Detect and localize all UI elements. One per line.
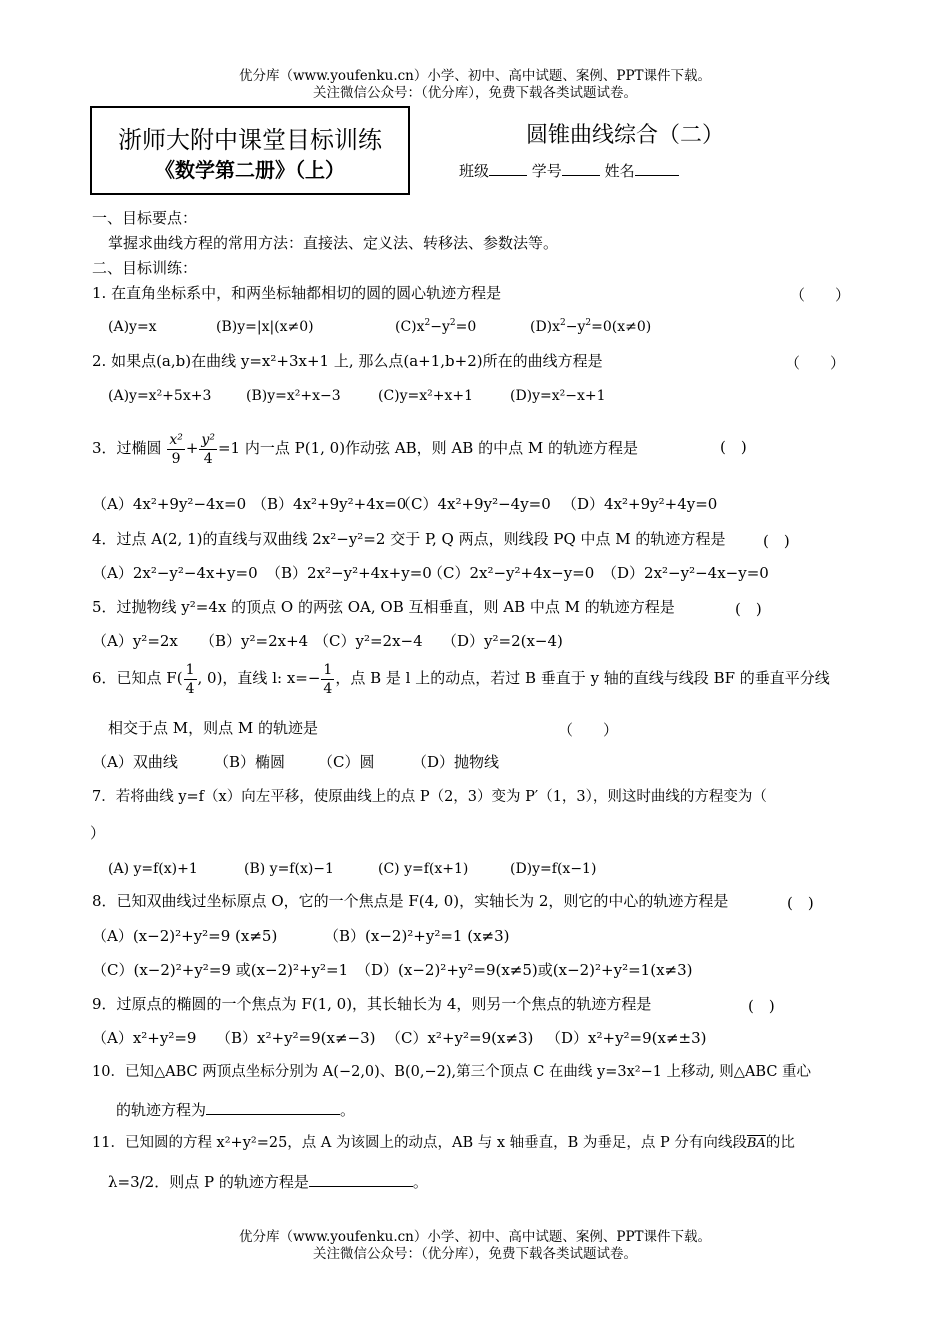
q8-option-c: （C）(x−2)²+y²=9 或(x−2)²+y²=1 <box>92 961 349 979</box>
q9-stem: 9．过原点的椭圆的一个焦点为 F(1, 0)，其长轴长为 4，则另一个焦点的轨迹方程是 <box>92 995 652 1013</box>
q8-option-a: （A）(x−2)²+y²=9 (x≠5) <box>92 927 278 945</box>
class-blank[interactable] <box>489 163 527 176</box>
q6-option-d: （D）抛物线 <box>412 753 500 771</box>
q4-option-d: （D）2x²−y²−4x−y=0 <box>602 564 769 582</box>
q6-stem: 6．已知点 F( $\frac{1}{4}$ , 0)，直线 l: x=− $\frac{1}{4}$ ，点 B 是 l 上的动点，若过 B 垂直于 y 轴的直线与线段 BF 的垂直平分线 <box>92 661 830 697</box>
q11-stem: 11．已知圆的方程 x²+y²=25，点 A 为该圆上的动点，AB 与 x 轴垂直，B 为垂足，点 P 分有向线段$\overline{BA}$的比 <box>92 1135 795 1151</box>
book-title: 《数学第二册》（上） <box>155 158 345 182</box>
q5-option-d: （D）y²=2(x−4) <box>442 632 563 650</box>
q6-option-a: （A）双曲线 <box>92 753 178 771</box>
footer-line-1: 优分库（www.youfenku.cn）小学、初中、高中试题、案例、PPT课件下载。 <box>238 1229 712 1245</box>
q3-fraction-y: $\frac{\text{y²}}{4}$ <box>201 431 215 467</box>
q3-option-c: （C）4x²+9y²−4y=0 <box>396 495 551 513</box>
q4-answer-paren[interactable]: ( ) <box>763 532 790 550</box>
q7-option-d: (D)y=f(x−1) <box>510 861 597 877</box>
q11-answer-blank[interactable] <box>309 1172 413 1187</box>
q1-answer-paren[interactable]: （ ） <box>790 286 851 304</box>
q7-option-b: (B) y=f(x)−1 <box>244 861 334 877</box>
q8-answer-paren[interactable]: ( ) <box>787 894 814 912</box>
q7-option-a: (A) y=f(x)+1 <box>108 861 198 877</box>
q10-stem: 10．已知△ABC 两顶点坐标分别为 A(−2,0)、B(0,−2),第三个顶点 C 在曲线 y=3x²−1 上移动, 则△ABC 重心 <box>92 1064 812 1080</box>
number-label: 学号 <box>531 162 562 180</box>
q10-stem-line-2: 的轨迹方程为 。 <box>116 1101 356 1119</box>
q6-answer-paren[interactable]: （ ） <box>558 721 619 739</box>
q9-option-a: （A）x²+y²=9 <box>92 1029 197 1047</box>
q1-option-c: $(C)x^2-y^2=0$ <box>395 318 477 335</box>
q7-stem-line-2: ） <box>90 824 106 842</box>
q8-option-d: （D）(x−2)²+y²=9(x≠5)或(x−2)²+y²=1(x≠3) <box>356 961 693 979</box>
q2-option-b: (B)y=x²+x−3 <box>246 388 341 404</box>
header-line-2: 关注微信公众号：（优分库），免费下载各类试题试卷。 <box>313 85 637 101</box>
page-title: 圆锥曲线综合（二） <box>526 123 725 148</box>
q4-stem: 4．过点 A(2, 1)的直线与双曲线 2x²−y²=2 交于 P, Q 两点，则线段 PQ 中点 M 的轨迹方程是 <box>92 530 726 548</box>
q7-option-c: (C) y=f(x+1) <box>378 861 469 877</box>
section-2-title: 二、目标训练： <box>92 259 198 277</box>
class-label: 班级 <box>459 162 490 180</box>
q9-answer-paren[interactable]: ( ) <box>748 997 775 1015</box>
q4-option-c: （C）2x²−y²+4x−y=0 <box>428 564 595 582</box>
q5-option-b: （B）y²=2x+4 <box>200 632 309 650</box>
vector-ba: $\overline{BA}$ <box>746 1136 766 1151</box>
q6-option-b: （B）椭圆 <box>214 753 286 771</box>
q1-stem: 1. 在直角坐标系中，和两坐标轴都相切的圆的圆心轨迹方程是 <box>92 284 502 302</box>
title-box <box>90 106 410 195</box>
q9-option-d: （D）x²+y²=9(x≠±3) <box>546 1029 707 1047</box>
q9-option-b: （B）x²+y²=9(x≠−3) <box>216 1029 376 1047</box>
name-label: 姓名 <box>604 162 635 180</box>
header-line-1: 优分库（www.youfenku.cn）小学、初中、高中试题、案例、PPT课件下载。 <box>238 68 712 84</box>
q5-answer-paren[interactable]: ( ) <box>735 600 762 618</box>
q2-option-c: (C)y=x²+x+1 <box>378 388 474 404</box>
q3-option-d: （D）4x²+9y²+4y=0 <box>562 495 718 513</box>
student-info <box>459 160 679 181</box>
q4-option-a: （A）2x²−y²−4x+y=0 <box>92 564 258 582</box>
footer-line-2: 关注微信公众号：（优分库），免费下载各类试题试卷。 <box>313 1246 637 1262</box>
number-blank[interactable] <box>562 163 600 176</box>
q5-option-a: （A）y²=2x <box>92 632 178 650</box>
section-1-body: 掌握求曲线方程的常用方法：直接法、定义法、转移法、参数法等。 <box>108 234 559 252</box>
q1-option-b: (B)y=|x|(x≠0) <box>216 319 314 335</box>
q9-option-c: （C）x²+y²=9(x≠3) <box>386 1029 534 1047</box>
q3-option-a: （A）4x²+9y²−4x=0 <box>92 495 247 513</box>
q6-stem-line-2: 相交于点 M，则点 M 的轨迹是 <box>108 719 319 737</box>
section-1-title: 一、目标要点： <box>92 209 198 227</box>
q6-fraction-1: $\frac{1}{4}$ <box>185 661 195 697</box>
q8-option-b: （B）(x−2)²+y²=1 (x≠3) <box>324 927 510 945</box>
q1-option-d: $(D)x^2-y^2=0(x\ne 0)$ <box>530 318 652 335</box>
name-blank[interactable] <box>635 163 679 176</box>
q3-fraction-x: $\frac{\text{x²}}{9}$ <box>169 431 183 467</box>
q2-stem: 2. 如果点(a,b)在曲线 y=x²+3x+1 上, 那么点(a+1,b+2)所在的曲线方程是 <box>92 352 603 370</box>
q6-option-c: （C）圆 <box>318 753 375 771</box>
q8-stem: 8．已知双曲线过坐标原点 O，它的一个焦点是 F(4, 0)，实轴长为 2，则它的中心的轨迹方程是 <box>92 892 729 910</box>
q1-option-a: (A)y=x <box>108 319 157 335</box>
q3-stem: 3．过椭圆 $\frac{\text{x²}}{9}$ + $\frac{\text{y²}}{4}$ =1 内一点 P(1, 0)作动弦 AB，则 AB 的中点 M 的轨迹方程是 <box>92 431 638 467</box>
q2-option-a: (A)y=x²+5x+3 <box>108 388 212 404</box>
q2-option-d: (D)y=x²−x+1 <box>510 388 606 404</box>
school-title: 浙师大附中课堂目标训练 <box>118 126 382 154</box>
q2-answer-paren[interactable]: （ ） <box>785 354 846 372</box>
q4-option-b: （B）2x²−y²+4x+y=0 <box>266 564 432 582</box>
q3-answer-paren[interactable]: ( ) <box>720 438 747 456</box>
q6-fraction-2: $\frac{1}{4}$ <box>323 661 333 697</box>
q10-answer-blank[interactable] <box>206 1100 340 1115</box>
q5-stem: 5．过抛物线 y²=4x 的顶点 O 的两弦 OA, OB 互相垂直，则 AB 中点 M 的轨迹方程是 <box>92 598 675 616</box>
q3-option-b: （B）4x²+9y²+4x=0 <box>252 495 407 513</box>
q7-stem: 7．若将曲线 y=f（x）向左平移，使原曲线上的点 P（2，3）变为 P′（1，3），则这时曲线的方程变为（ <box>92 789 767 805</box>
q5-option-c: （C）y²=2x−4 <box>314 632 423 650</box>
q11-stem-line-2: λ=3/2．则点 P 的轨迹方程是 。 <box>108 1173 428 1191</box>
